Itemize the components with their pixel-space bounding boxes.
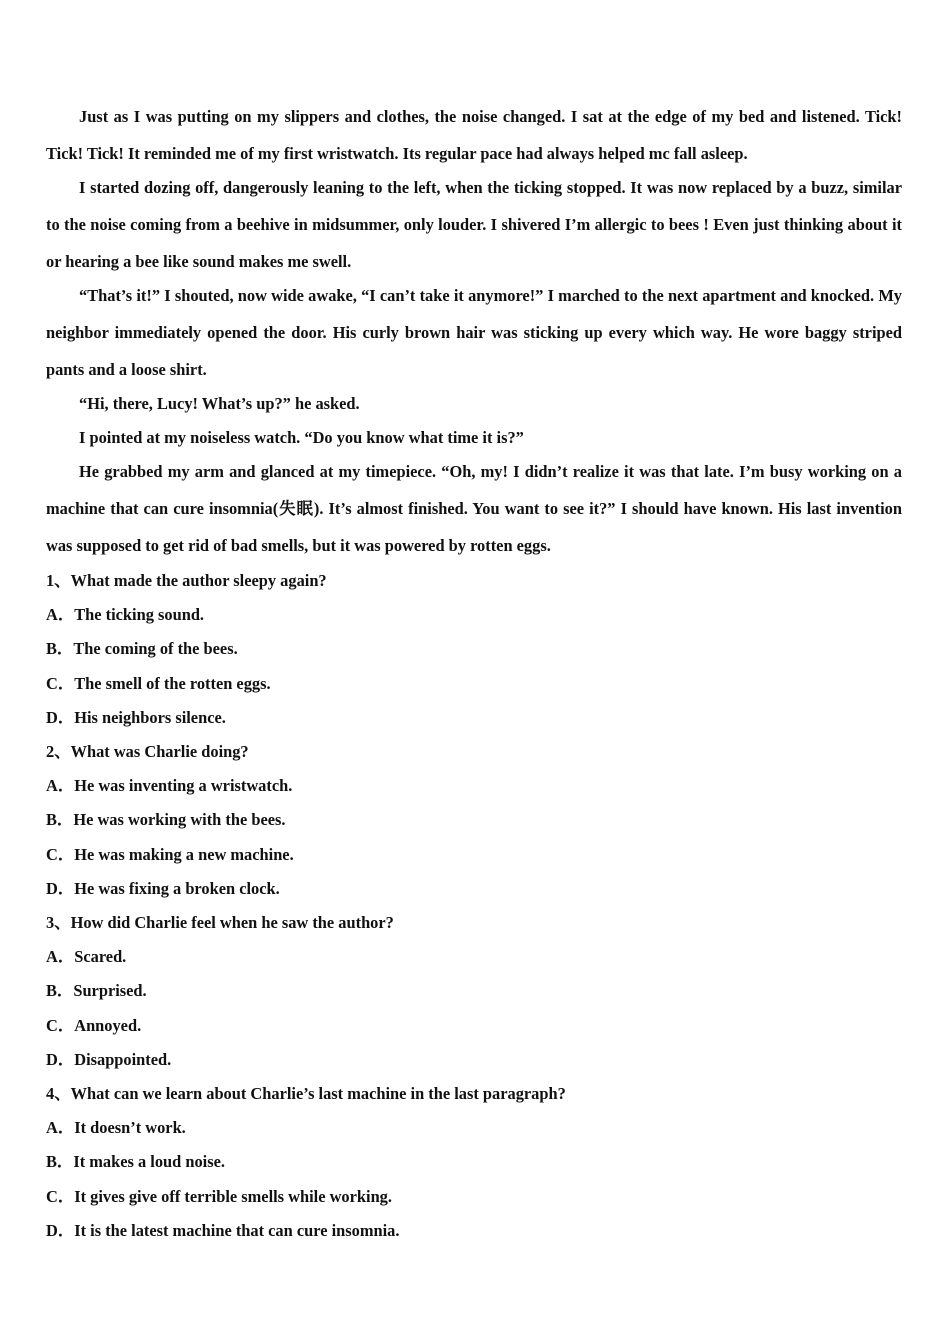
question-stem: 1、What made the author sleepy again? xyxy=(46,571,327,590)
option-a: A．He was inventing a wristwatch. xyxy=(46,776,293,796)
option-c: C．The smell of the rotten eggs. xyxy=(46,673,271,693)
question-1 xyxy=(46,564,902,735)
passage-paragraph-6: He grabbed my arm and glanced at my timepiece. “Oh, my! I didn’t realize it was that late. I’m busy working on a machine that can cure insomnia(失眠). It’s almost finished. You want to see it?” I should have known. His last invention was supposed to get rid of bad smells, but it was powered by rotten eggs. xyxy=(46,462,902,555)
option-c: C．It gives give off terrible smells while working. xyxy=(46,1186,392,1206)
option-c: C．Annoyed. xyxy=(46,1015,142,1035)
passage-paragraph-2: I started dozing off, dangerously leaning to the left, when the ticking stopped. It was now replaced by a buzz, similar to the noise coming from a beehive in midsummer, only louder. I shivered I’m allergic to bees ! Even just thinking about it or hearing a bee like sound makes me swell. xyxy=(46,178,902,271)
passage-paragraph-5: I pointed at my noiseless watch. “Do you know what time it is?” xyxy=(79,428,524,447)
passage-paragraph-1: Just as I was putting on my slippers and clothes, the noise changed. I sat at the edge of my bed and listened. Tick! Tick! Tick! It reminded me of my first wristwatch. Its regular pace had always helped mc fall asleep. xyxy=(46,107,902,163)
question-stem: 4、What can we learn about Charlie’s last machine in the last paragraph? xyxy=(46,1084,566,1104)
question-stem: 2、What was Charlie doing? xyxy=(46,742,249,762)
option-b: B．He was working with the bees. xyxy=(46,810,286,830)
option-c: C．He was making a new machine. xyxy=(46,844,294,864)
option-d: D．It is the latest machine that can cure insomnia. xyxy=(46,1220,400,1240)
passage-paragraph-4: “Hi, there, Lucy! What’s up?” he asked. xyxy=(79,394,360,413)
option-a: A．Scared. xyxy=(46,947,127,967)
option-d: D．Disappointed. xyxy=(46,1049,172,1069)
passage-paragraph-3: “That’s it!” I shouted, now wide awake, “I can’t take it anymore!” I marched to the next apartment and knocked. My neighbor immediately opened the door. His curly brown hair was sticking up every which way. He wore baggy striped pants and a loose shirt. xyxy=(46,286,902,379)
question-2 xyxy=(46,735,902,906)
question-stem: 3、How did Charlie feel when he saw the author? xyxy=(46,913,394,933)
question-4 xyxy=(46,1077,902,1248)
option-a: A．It doesn’t work. xyxy=(46,1118,186,1138)
document-page xyxy=(46,98,902,1248)
option-d: D．He was fixing a broken clock. xyxy=(46,878,280,898)
option-b: B．The coming of the bees. xyxy=(46,639,238,659)
option-b: B．It makes a loud noise. xyxy=(46,1152,225,1172)
option-b: B．Surprised. xyxy=(46,981,147,1001)
question-3 xyxy=(46,906,902,1077)
option-d: D．His neighbors silence. xyxy=(46,707,226,727)
option-a: A．The ticking sound. xyxy=(46,605,205,625)
